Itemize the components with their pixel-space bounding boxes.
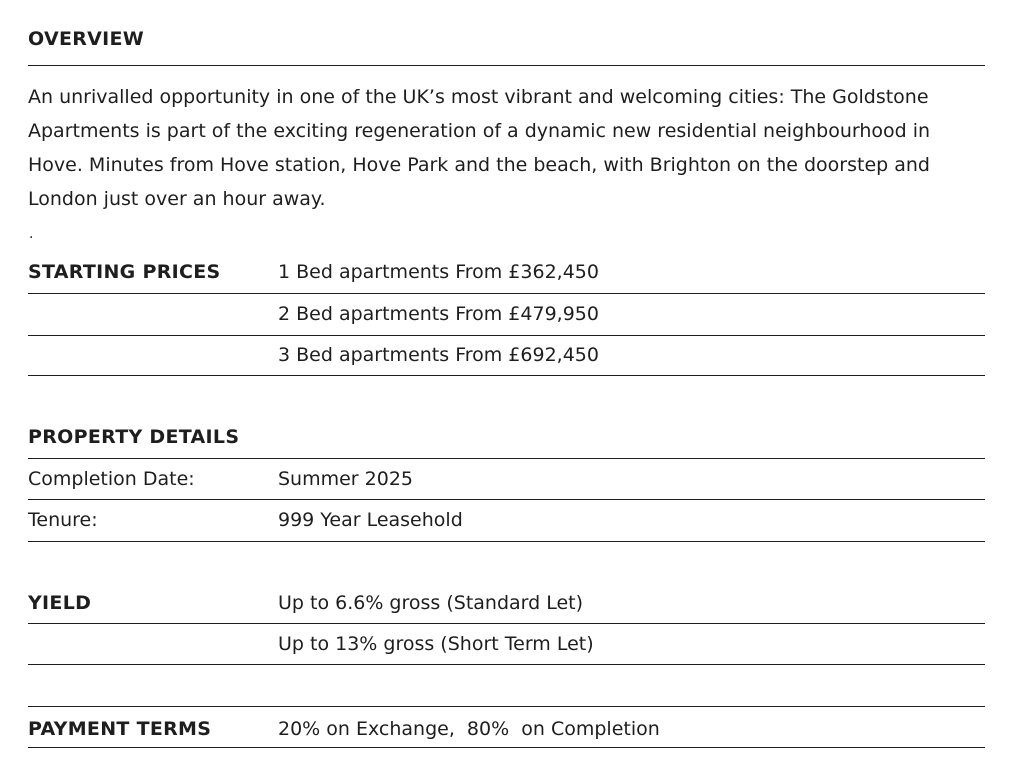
details-divider-2: [28, 499, 985, 500]
property-details-heading: PROPERTY DETAILS: [28, 426, 240, 448]
overview-paragraph: An unrivalled opportunity in one of the UK’s most vibrant and welcoming cities: The Goldstone Apartments is part of the exciting regeneration of a dynamic new residential neighbourhood in Hove. Minutes from Hove station, Hove Park and the beach, with Brighton on the doorstep and London just over an hour away.: [28, 86, 931, 210]
prices-divider-3: [28, 375, 985, 376]
overview-heading: OVERVIEW: [28, 28, 145, 50]
stray-mark: .: [29, 226, 34, 242]
completion-date-value: Summer 2025: [278, 468, 414, 490]
price-row-1-bed: 1 Bed apartments From £362,450: [278, 261, 599, 283]
details-divider-3: [28, 541, 985, 542]
price-row-3-bed: 3 Bed apartments From £692,450: [278, 344, 599, 366]
yield-heading: YIELD: [28, 592, 92, 614]
yield-standard-let: Up to 6.6% gross (Standard Let): [278, 592, 584, 614]
completion-date-label: Completion Date:: [28, 468, 195, 490]
payment-terms-value: 20% on Exchange, 80% on Completion: [278, 718, 660, 740]
payment-divider-bottom: [28, 747, 985, 748]
yield-divider-1: [28, 623, 985, 624]
payment-terms-heading: PAYMENT TERMS: [28, 718, 212, 740]
yield-divider-2: [28, 664, 985, 665]
tenure-value: 999 Year Leasehold: [278, 509, 463, 531]
price-row-2-bed: 2 Bed apartments From £479,950: [278, 303, 599, 325]
tenure-label: Tenure:: [28, 509, 98, 531]
starting-prices-heading: STARTING PRICES: [28, 261, 221, 283]
prices-divider-1: [28, 293, 985, 294]
overview-divider: [28, 65, 985, 66]
payment-divider-top: [28, 706, 985, 707]
details-divider-1: [28, 458, 985, 459]
yield-short-term-let: Up to 13% gross (Short Term Let): [278, 633, 594, 655]
prices-divider-2: [28, 335, 985, 336]
